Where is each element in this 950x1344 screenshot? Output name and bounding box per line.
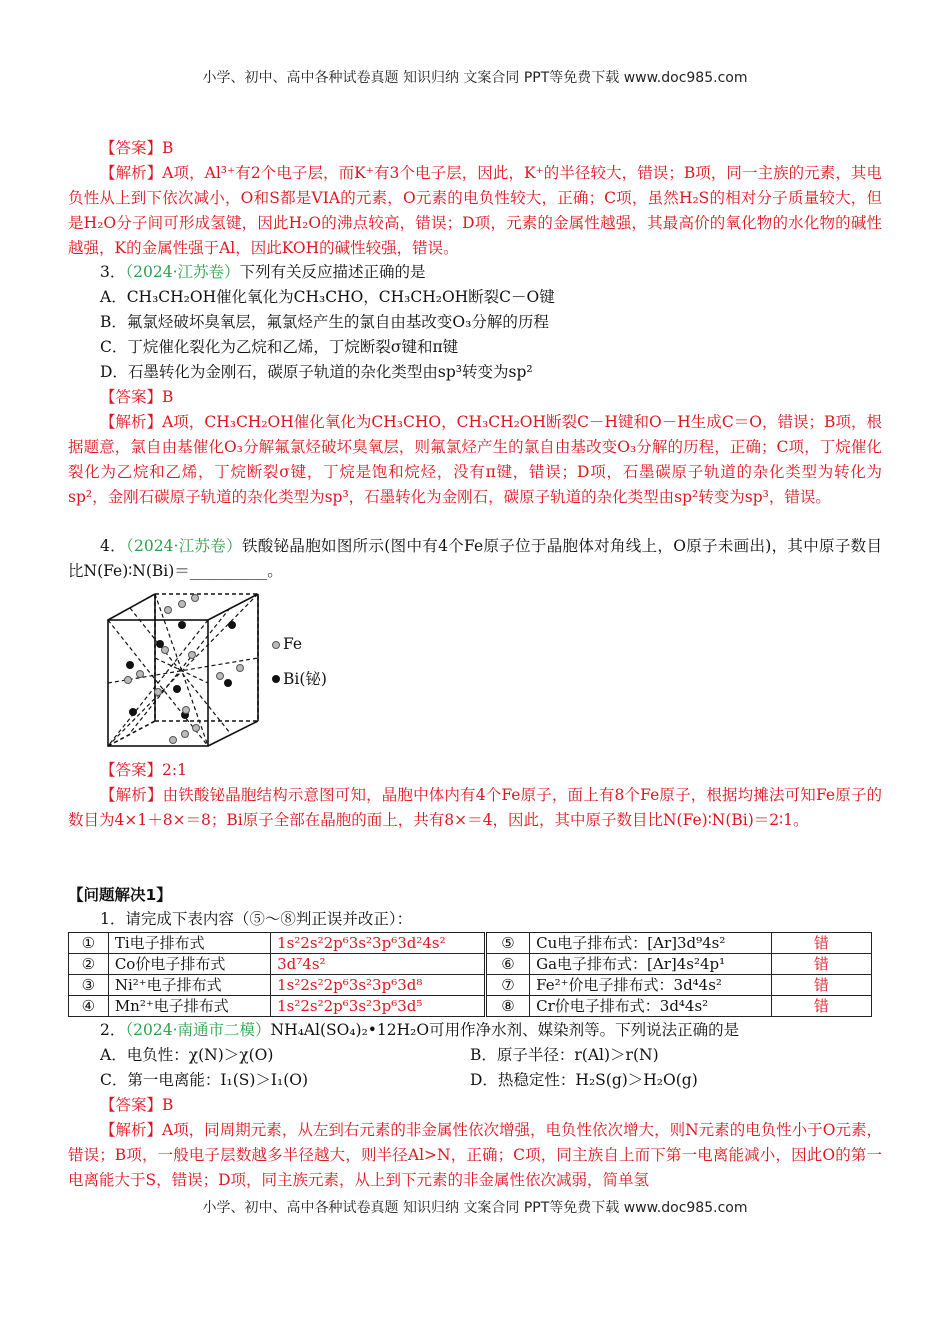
analysis: 【解析】由铁酸铋晶胞结构示意图可知，晶胞中体内有4个Fe原子，面上有8个Fe原子，根据均摊法可知Fe原子的数目为4×1＋8×＝8；Bi原子全部在晶胞的面上，共有8×＝4，因此，其中原子数目比N(Fe)∶N(Bi)＝2∶1。 (68, 786, 882, 829)
row-statement: Fe²⁺价电子排布式：3d⁴4s² (530, 975, 772, 996)
answer: 【答案】2:1 (100, 761, 187, 779)
row-statement: Cr价电子排布式：3d⁴4s² (530, 996, 772, 1017)
row-number: ⑤ (485, 933, 529, 954)
question-stem: NH₄Al(SO₄)₂•12H₂O可用作净水剂、媒染剂等。下列说法正确的是 (270, 1021, 740, 1039)
row-statement: Ga电子排布式：[Ar]4s²4p¹ (530, 954, 772, 975)
legend-bi: Bi(铋) (283, 670, 327, 688)
row-label: Ti电子排布式 (108, 933, 270, 954)
row-value: 1s²2s²2p⁶3s²3p⁶3d⁸ (271, 975, 486, 996)
legend-fe: Fe (283, 635, 303, 653)
row-value: 1s²2s²2p⁶3s²3p⁶3d⁵ (271, 996, 486, 1017)
row-number: ④ (69, 996, 109, 1017)
option-b: B．原子半径：r(Al)＞r(N) (470, 1046, 659, 1064)
answer: 【答案】B (100, 139, 174, 157)
option-a: A．CH₃CH₂OH催化氧化为CH₃CHO，CH₃CH₂OH断裂C－O键 (100, 288, 555, 306)
table-row (69, 996, 872, 1017)
question-number: 3． (100, 263, 126, 281)
option-d: D．热稳定性：H₂S(g)＞H₂O(g) (470, 1071, 698, 1089)
row-label: Mn²⁺电子排布式 (108, 996, 270, 1017)
row-statement: Cu电子排布式：[Ar]3d⁹4s² (530, 933, 772, 954)
page-header: 小学、初中、高中各种试卷真题 知识归纳 文案合同 PPT等免费下载 www.doc985.com (202, 70, 748, 86)
row-number: ③ (69, 975, 109, 996)
option-a: A．电负性：χ(N)＞χ(O) (100, 1046, 274, 1064)
row-label: Ni²⁺电子排布式 (108, 975, 270, 996)
row-label: Co价电子排布式 (108, 954, 270, 975)
row-number: ⑧ (485, 996, 529, 1017)
analysis: 【解析】A项，同周期元素，从左到右元素的非金属性依次增强，电负性依次增大，则N元素的电负性小于O元素，错误；B项，一般电子层数越多半径越大，则半径Al>N，正确；C项，同主族自上而下第一电离能减小，因此O的第一电离能大于S，错误；D项，同主族元素，从上到下元素的非金属性依次减弱，简单氢 (68, 1121, 882, 1189)
answer: 【答案】B (100, 388, 174, 406)
analysis: 【解析】A项，Al³⁺有2个电子层，而K⁺有3个电子层，因此，K⁺的半径较大，错误；B项，同一主族的元素，其电负性从上到下依次减小，O和S都是VIA的元素，O元素的电负性较大，正确；C项，虽然H₂S的相对分子质量较大，但是H₂O分子间可形成氢键，因此H₂O的沸点较高，错误；D项，元素的金属性越强，其最高价的氧化物的水化物的碱性越强，K的金属性强于Al，因此KOH的碱性较强，错误。 (68, 164, 882, 257)
option-c: C．第一电离能：I₁(S)＞I₁(O) (100, 1071, 309, 1089)
answer: 【答案】B (100, 1096, 174, 1114)
question-stem: 下列有关反应描述正确的是 (239, 263, 426, 281)
row-number: ② (69, 954, 109, 975)
option-d: D．石墨转化为金刚石，碳原子轨道的杂化类型由sp³转变为sp² (100, 363, 533, 381)
row-judgement: 错 (771, 933, 871, 954)
row-judgement: 错 (771, 996, 871, 1017)
question-5 (68, 1018, 882, 1043)
fe-legend-icon (273, 642, 280, 649)
table-row (69, 933, 872, 954)
row-judgement: 错 (771, 954, 871, 975)
question-4 (68, 534, 882, 584)
row-value: 1s²2s²2p⁶3s²3p⁶3d²4s² (271, 933, 486, 954)
bi-legend-icon (272, 675, 280, 683)
row-number: ⑥ (485, 954, 529, 975)
question-stem: 铁酸铋晶胞如图所示(图中有4个Fe原子位于晶胞体对角线上，O原子未画出)，其中原子数目比N(Fe)∶N(Bi)＝__________。 (68, 537, 882, 580)
option-b: B．氟氯烃破坏臭氧层，氟氯烃产生的氯自由基改变O₃分解的历程 (100, 313, 549, 331)
question-source: （2024·江苏卷） (125, 263, 240, 281)
row-number: ① (69, 933, 109, 954)
question-number: 2． (100, 1021, 126, 1039)
row-value: 3d⁷4s² (271, 954, 486, 975)
table-row (69, 954, 872, 975)
row-judgement: 错 (771, 975, 871, 996)
question-number: 4． (100, 537, 126, 555)
question-source: （2024·江苏卷） (125, 537, 242, 555)
option-c: C．丁烷催化裂化为乙烷和乙烯，丁烷断裂σ键和π键 (100, 338, 459, 356)
section-title: 【问题解决1】 (68, 886, 172, 904)
analysis: 【解析】A项，CH₃CH₂OH催化氧化为CH₃CHO，CH₃CH₂OH断裂C－H键和O－H生成C＝O，错误；B项，根据题意，氯自由基催化O₃分解氟氯烃破坏臭氧层，则氟氯烃产生的氯自由基改变O₃分解的历程，正确；C项，丁烷催化裂化为乙烷和乙烯，丁烷断裂σ键，丁烷是饱和烷烃，没有π键，错误；D项，石墨碳原子轨道的杂化类型为转化为sp²，金刚石碳原子轨道的杂化类型为sp³，石墨转化为金刚石，碳原子轨道的杂化类型由sp²转变为sp³，错误。 (68, 413, 882, 506)
question-source: （2024·南通市二模） (125, 1021, 271, 1039)
row-number: ⑦ (485, 975, 529, 996)
table-row (69, 975, 872, 996)
section-intro: 1．请完成下表内容（⑤～⑧判正误并改正）： (100, 910, 413, 928)
electron-config-table (68, 932, 872, 1017)
page-footer: 小学、初中、高中各种试卷真题 知识归纳 文案合同 PPT等免费下载 www.doc985.com (202, 1200, 748, 1216)
question-3 (68, 260, 882, 285)
